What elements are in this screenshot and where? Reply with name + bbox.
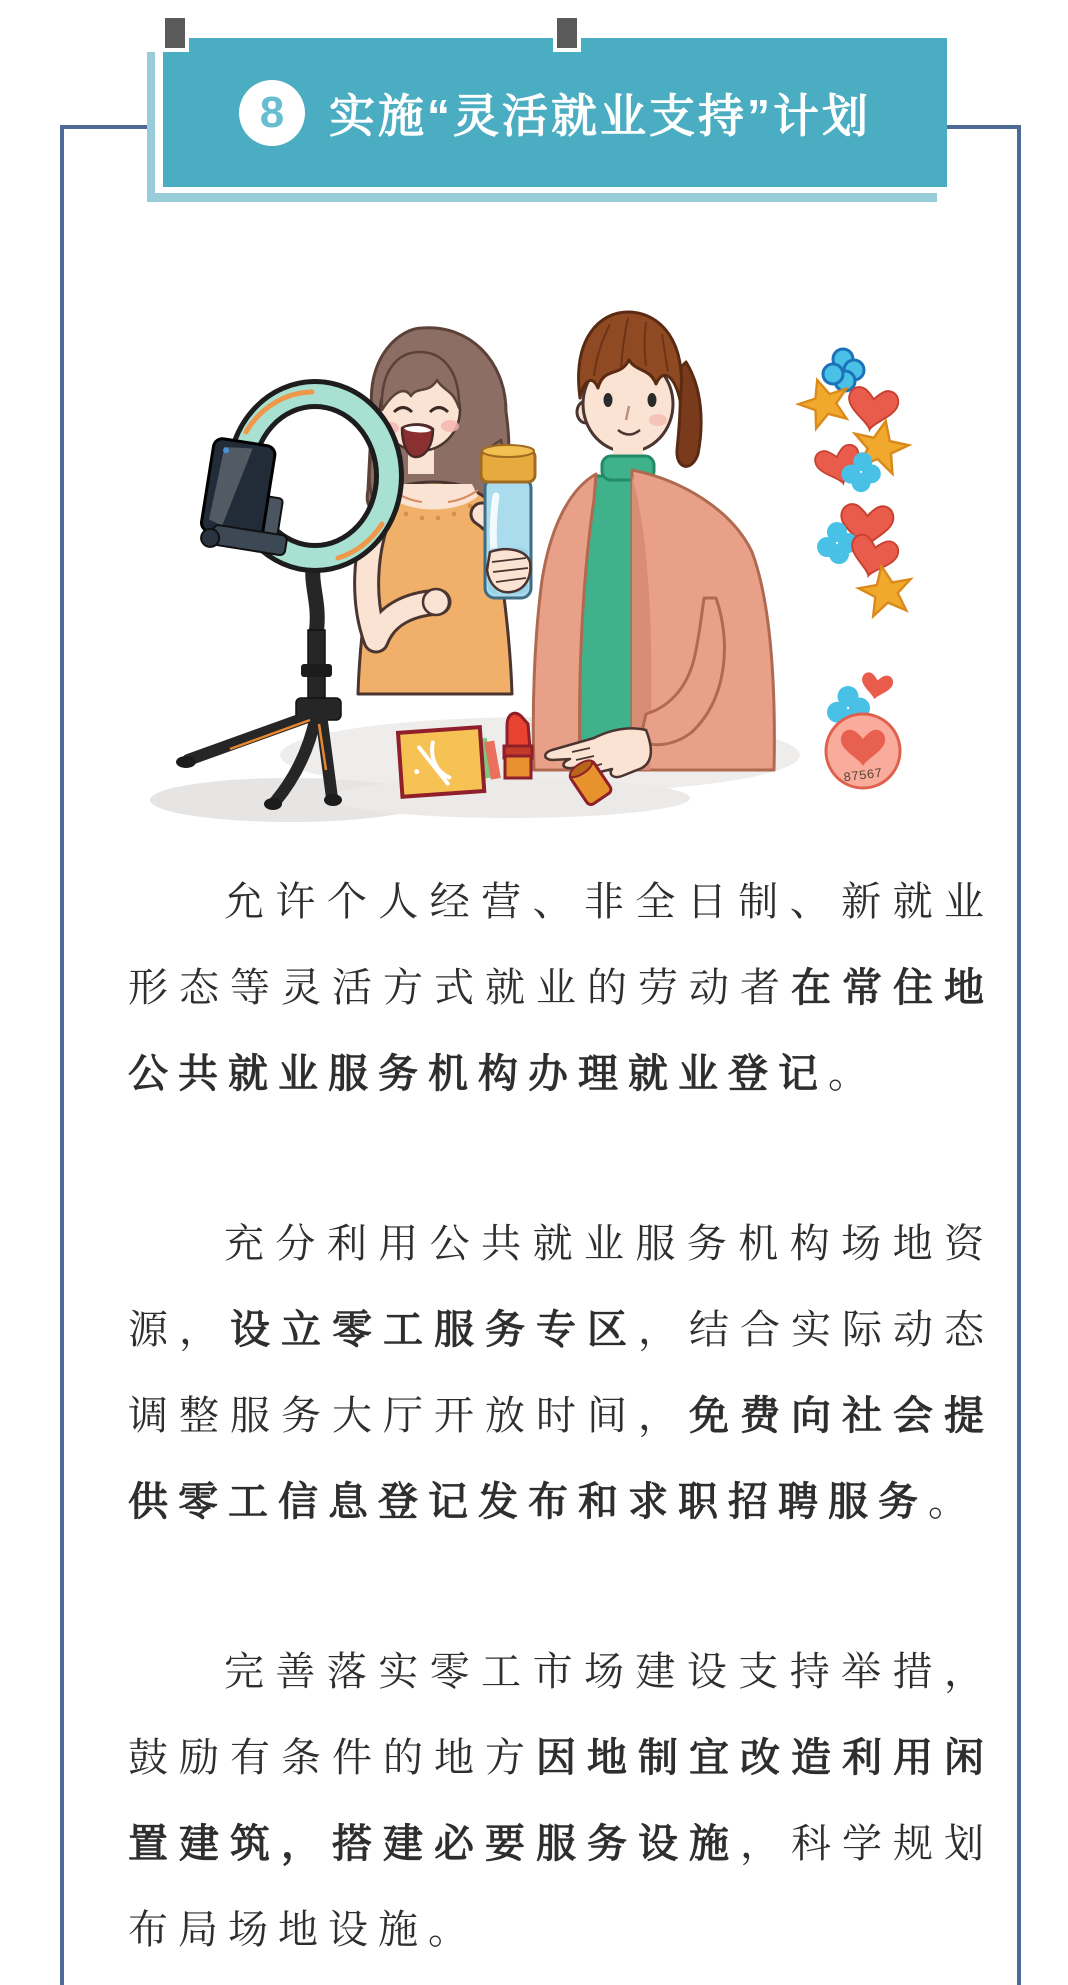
emphasis-text: 因地制宜改造利用闲置建筑，搭建必要服务设施 — [128, 1736, 994, 1866]
like-count: 87567 — [842, 765, 884, 786]
pin-clip-right — [553, 14, 581, 52]
emphasis-text: 在常住地公共就业服务机构办理就业登记 — [128, 966, 994, 1096]
pin-clip-left — [161, 14, 189, 52]
body-segment: 。 — [828, 1052, 878, 1096]
lipstick — [504, 713, 532, 778]
livestream-illustration — [80, 300, 1000, 880]
body-segment: 充分利用公共就业服务机构场地资源， — [128, 1222, 994, 1352]
emphasis-text: 免费向社会提供零工信息登记发布和求职招聘服务 — [128, 1394, 994, 1524]
emphasis-text: 设立零工服务专区 — [230, 1308, 638, 1352]
body-segment: ，科学规划布局场地设施。 — [128, 1822, 994, 1952]
paragraph — [128, 859, 994, 1117]
paragraph — [128, 1201, 994, 1545]
body-segment: 。 — [928, 1480, 978, 1524]
section-banner — [155, 38, 947, 193]
body-text — [128, 859, 994, 1985]
phone — [198, 437, 301, 558]
section-title: 实施“灵活就业支持”计划 — [329, 89, 871, 142]
section-number-badge: 8 — [239, 80, 305, 146]
body-segment: 允许个人经营、非全日制、新就业形态等灵活方式就业的劳动者 — [128, 880, 994, 1010]
decor-stars-hearts — [793, 349, 916, 730]
like-badge — [826, 714, 900, 788]
host-man — [533, 312, 774, 777]
body-segment: ，结合实际动态调整服务大厅开放时间， — [128, 1308, 994, 1438]
body-segment: 完善落实零工市场建设支持举措，鼓励有条件的地方 — [128, 1650, 994, 1780]
paragraph — [128, 1629, 994, 1973]
